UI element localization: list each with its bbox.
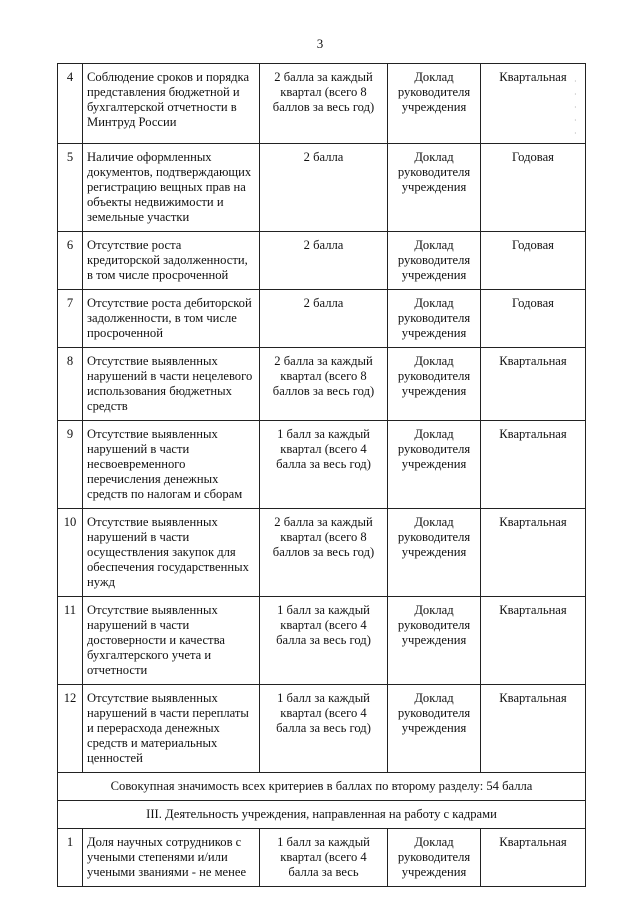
row-number: 5: [58, 144, 83, 232]
criterion-report: Доклад руководителя учреждения: [388, 64, 481, 144]
table-row: [58, 597, 586, 685]
criterion-name: Отсутствие выявленных нарушений в части нецелевого использования бюджетных средств: [83, 348, 260, 421]
criterion-score: 2 балла: [260, 232, 388, 290]
scan-margin-marks: · · · · ·: [574, 77, 577, 138]
table-row: [58, 829, 586, 887]
criterion-score: 1 балл за каждый квартал (всего 4 балла за весь год): [260, 597, 388, 685]
row-number: 11: [58, 597, 83, 685]
criterion-name: Отсутствие выявленных нарушений в части достоверности и качества бухгалтерского учета и отчетности: [83, 597, 260, 685]
criterion-period: Квартальная: [481, 685, 586, 773]
criterion-report: Доклад руководителя учреждения: [388, 509, 481, 597]
row-number: 9: [58, 421, 83, 509]
criterion-name: Отсутствие выявленных нарушений в части осуществления закупок для обеспечения государственных нужд: [83, 509, 260, 597]
table-row: [58, 64, 586, 144]
criterion-period: Годовая: [481, 144, 586, 232]
criterion-period: Квартальная: [481, 348, 586, 421]
criterion-period: Годовая: [481, 290, 586, 348]
criterion-period: Квартальная: [481, 597, 586, 685]
row-number: 12: [58, 685, 83, 773]
criterion-name: Отсутствие роста дебиторской задолженности, в том числе просроченной: [83, 290, 260, 348]
table-row: [58, 290, 586, 348]
table-row: [58, 421, 586, 509]
row-number: 1: [58, 829, 83, 887]
criterion-name: Соблюдение сроков и порядка представления бюджетной и бухгалтерской отчетности в Минтруд России: [83, 64, 260, 144]
criterion-period: Квартальная: [481, 829, 586, 887]
row-number: 4: [58, 64, 83, 144]
criterion-score: 2 балла за каждый квартал (всего 8 баллов за весь год): [260, 509, 388, 597]
criterion-score: 1 балл за каждый квартал (всего 4 балла за весь: [260, 829, 388, 887]
row-number: 10: [58, 509, 83, 597]
criterion-period: Годовая: [481, 232, 586, 290]
criterion-report: Доклад руководителя учреждения: [388, 144, 481, 232]
criterion-report: Доклад руководителя учреждения: [388, 685, 481, 773]
table-row: [58, 685, 586, 773]
table-row: [58, 144, 586, 232]
criterion-score: 2 балла за каждый квартал (всего 8 баллов за весь год): [260, 64, 388, 144]
criterion-name: Наличие оформленных документов, подтверждающих регистрацию вещных прав на объекты недвижимости и земельные участки: [83, 144, 260, 232]
section-heading: III. Деятельность учреждения, направленная на работу с кадрами: [58, 801, 586, 829]
criterion-report: Доклад руководителя учреждения: [388, 421, 481, 509]
criterion-score: 1 балл за каждый квартал (всего 4 балла за весь год): [260, 685, 388, 773]
criterion-report: Доклад руководителя учреждения: [388, 232, 481, 290]
row-number: 8: [58, 348, 83, 421]
section-total: Совокупная значимость всех критериев в баллах по второму разделу: 54 балла: [58, 773, 586, 801]
criterion-name: Доля научных сотрудников с учеными степенями и/или учеными званиями - не менее: [83, 829, 260, 887]
page-number: 3: [316, 36, 324, 51]
criterion-score: 2 балла: [260, 144, 388, 232]
criterion-period: Квартальная: [481, 64, 586, 144]
criterion-report: Доклад руководителя учреждения: [388, 290, 481, 348]
criterion-report: Доклад руководителя учреждения: [388, 597, 481, 685]
criterion-score: 2 балла за каждый квартал (всего 8 баллов за весь год): [260, 348, 388, 421]
criterion-score: 1 балл за каждый квартал (всего 4 балла за весь год): [260, 421, 388, 509]
criterion-name: Отсутствие выявленных нарушений в части переплаты и перерасхода денежных средств и материальных ценностей: [83, 685, 260, 773]
table-row: [58, 232, 586, 290]
section-total-row: [58, 773, 586, 801]
criterion-report: Доклад руководителя учреждения: [388, 348, 481, 421]
row-number: 7: [58, 290, 83, 348]
criterion-report: Доклад руководителя учреждения: [388, 829, 481, 887]
criterion-period: Квартальная: [481, 509, 586, 597]
criterion-name: Отсутствие роста кредиторской задолженности, в том числе просроченной: [83, 232, 260, 290]
table-row: [58, 509, 586, 597]
row-number: 6: [58, 232, 83, 290]
section-heading-row: [58, 801, 586, 829]
criteria-table: [57, 63, 586, 887]
criterion-period: Квартальная: [481, 421, 586, 509]
criterion-score: 2 балла: [260, 290, 388, 348]
criterion-name: Отсутствие выявленных нарушений в части несвоевременного перечисления денежных средств по налогам и сборам: [83, 421, 260, 509]
table-row: [58, 348, 586, 421]
